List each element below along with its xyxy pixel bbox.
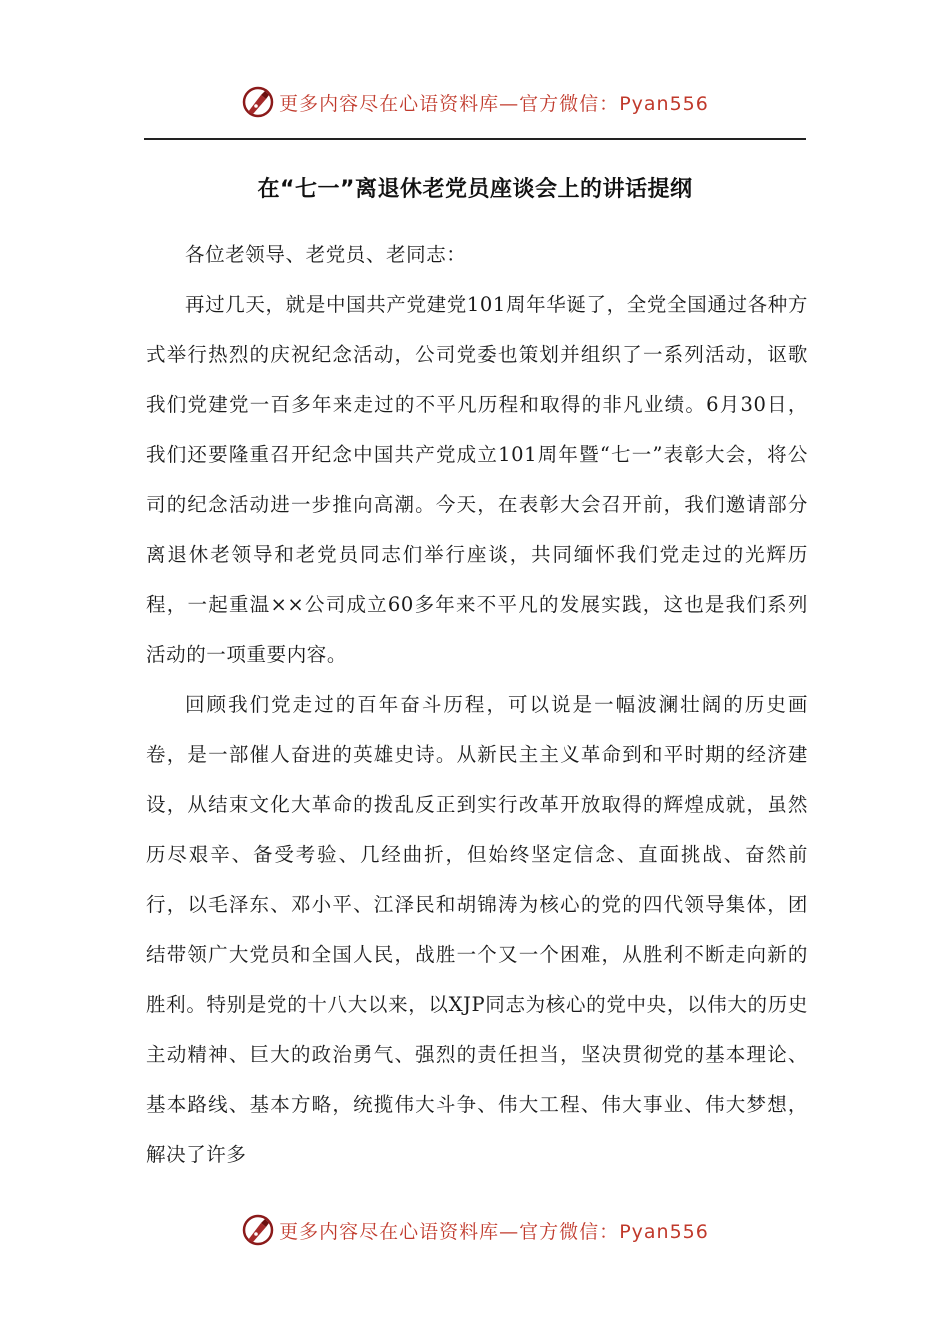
salutation-paragraph: 各位老领导、老党员、老同志： <box>185 243 467 266</box>
pen-nib-logo-icon <box>241 85 275 119</box>
header-brand: 更多内容尽在心语资料库 <box>279 92 500 115</box>
footer-wechat-id: Pyan556 <box>619 1220 709 1243</box>
pen-nib-logo-icon <box>241 1213 275 1247</box>
header-dash: — <box>499 92 520 115</box>
footer-banner-text <box>279 1217 709 1244</box>
footer-wechat-label: 官方微信： <box>519 1220 620 1243</box>
header-divider <box>144 138 806 140</box>
body-paragraph: 再过几天，就是中国共产党建党101周年华诞了，全党全国通过各种方式举行热烈的庆祝纪念活动，公司党委也策划并组织了一系列活动，讴歌我们党建党一百多年来走过的不平凡历程和取得的非凡业绩。6月30日，我们还要隆重召开纪念中国共产党成立101周年暨“七一”表彰大会，将公司的纪念活动进一步推向高潮。今天，在表彰大会召开前，我们邀请部分离退休老领导和老党员同志们举行座谈，共同缅怀我们党走过的光辉历程，一起重温××公司成立60多年来不平凡的发展实践，这也是我们系列活动的一项重要内容。 <box>146 293 808 666</box>
header-wechat-label: 官方微信： <box>519 92 620 115</box>
header-banner <box>0 82 950 122</box>
document-body <box>146 230 808 1180</box>
footer-dash: — <box>499 1220 520 1243</box>
header-banner-text <box>279 89 709 116</box>
header-wechat-id: Pyan556 <box>619 92 709 115</box>
footer-brand: 更多内容尽在心语资料库 <box>279 1220 500 1243</box>
footer-banner <box>0 1210 950 1250</box>
body-paragraph: 回顾我们党走过的百年奋斗历程，可以说是一幅波澜壮阔的历史画卷，是一部催人奋进的英雄史诗。从新民主主义革命到和平时期的经济建设，从结束文化大革命的拨乱反正到实行改革开放取得的辉煌成就，虽然历尽艰辛、备受考验、几经曲折，但始终坚定信念、直面挑战、奋然前行，以毛泽东、邓小平、江泽民和胡锦涛为核心的党的四代领导集体，团结带领广大党员和全国人民，战胜一个又一个困难，从胜利不断走向新的胜利。特别是党的十八大以来，以XJP同志为核心的党中央，以伟大的历史主动精神、巨大的政治勇气、强烈的责任担当，坚决贯彻党的基本理论、基本路线、基本方略，统揽伟大斗争、伟大工程、伟大事业、伟大梦想，解决了许多 <box>146 693 808 1166</box>
document-title: 在“七一”离退休老党员座谈会上的讲话提纲 <box>257 177 693 202</box>
